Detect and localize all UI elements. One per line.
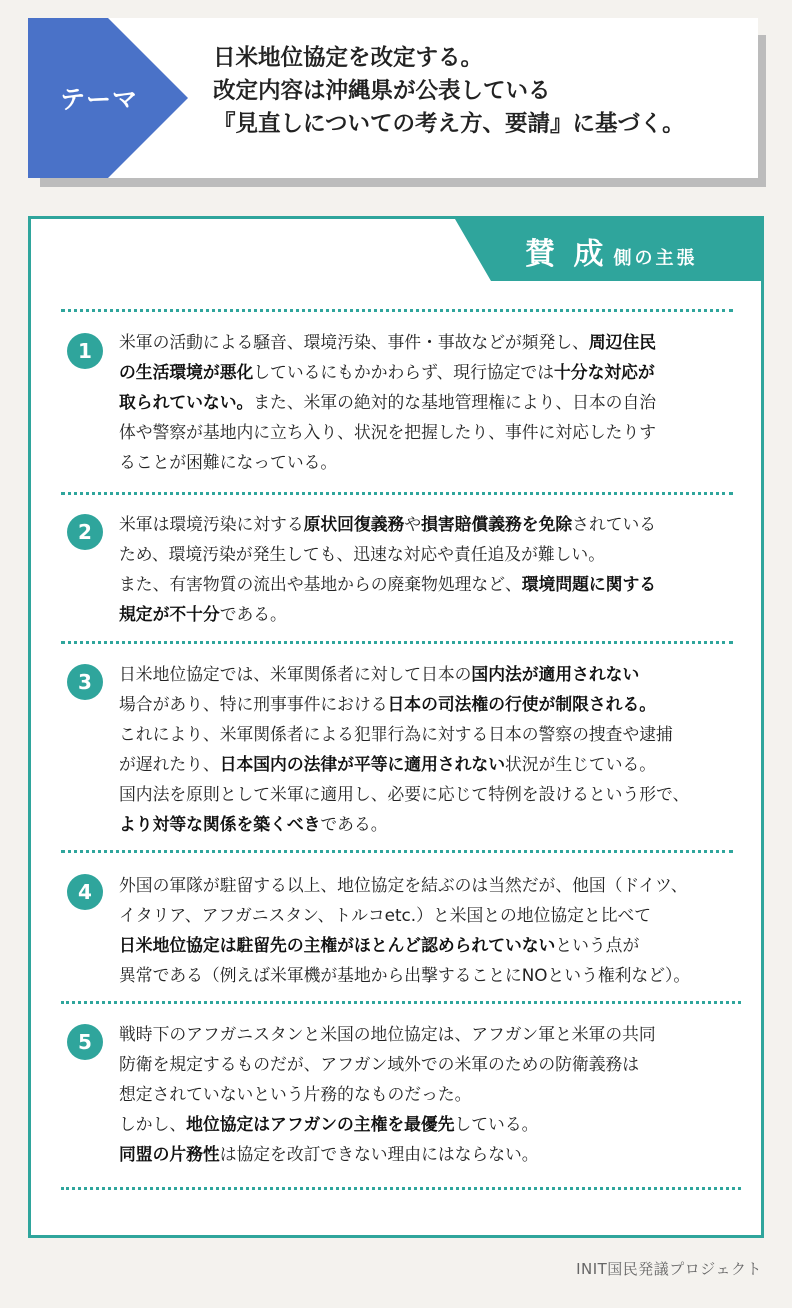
item-text-line [119,539,759,569]
text-segment: 米軍は環境汚染に対する [119,514,304,534]
theme-statement [213,42,753,141]
item-text [119,327,759,477]
item-text-line [119,870,759,900]
dotted-divider [61,309,733,312]
text-segment: である。 [219,604,287,624]
emphasized-text: 取られていない。 [119,392,254,412]
emphasized-text: 原状回復義務 [303,514,405,534]
emphasized-text: の生活環境が悪化 [119,362,254,382]
dotted-divider [61,641,733,644]
emphasized-text: 日本の司法権の行使が制限される。 [387,694,657,714]
text-segment: また、米軍の絶対的な基地管理権により、日本の自治 [253,392,657,412]
emphasized-text: 日米地位協定は駐留先の主権がほとんど認められていない [119,935,556,955]
card-header [455,219,761,281]
item-text-line [119,599,759,629]
item-text-line [119,779,759,809]
text-segment: ることが困難になっている。 [119,452,338,472]
item-text-line [119,357,759,387]
text-segment: は協定を改訂できない理由にはならない。 [219,1144,539,1164]
item-text-line [119,930,759,960]
emphasized-text: 日本国内の法律が平等に適用されない [219,754,505,774]
item-text [119,1019,759,1169]
text-segment: イタリア、アフガニスタン、トルコetc.）と米国との地位協定と比べて [119,905,652,925]
text-segment: 状況が生じている。 [505,754,657,774]
theme-line: 『見直しについての考え方、要請』に基づく。 [213,111,685,137]
text-segment: 防衛を規定するものだが、アフガン域外での米軍のための防衛義務は [119,1054,640,1074]
theme-line: 改定内容は沖縄県が公表している [213,78,551,104]
item-text-line [119,327,759,357]
emphasized-text: 同盟の片務性 [119,1144,220,1164]
text-segment: 体や警察が基地内に立ち入り、状況を把握したり、事件に対応したりす [119,422,657,442]
item-text-line [119,719,759,749]
item-number-badge: 3 [67,664,103,700]
emphasized-text: 周辺住民 [588,332,657,352]
dotted-divider [61,850,733,853]
emphasized-text: 国内法が適用されない [471,664,640,684]
card-title: 賛 成 [525,237,608,272]
text-segment: ため、環境汚染が発生しても、迅速な対応や責任追及が難しい。 [119,544,605,564]
card-title-suffix: 側の主張 [613,248,698,269]
text-segment: されている [572,514,657,534]
emphasized-text: より対等な関係を築くべき [119,814,321,834]
text-segment: 米軍の活動による騒音、環境汚染、事件・事故などが頻発し、 [119,332,589,352]
emphasized-text: 地位協定はアフガンの主権を最優先 [186,1114,455,1134]
item-text-line [119,387,759,417]
credit-text: INIT国民発議プロジェクト [576,1260,762,1278]
text-segment: という点が [555,935,640,955]
item-text-line [119,417,759,447]
text-segment: 異常である（例えば米軍機が基地から出撃することにNOという権利など）。 [119,965,691,985]
emphasized-text: 十分な対応が [554,362,655,382]
theme-line: 日米地位協定を改定する。 [213,45,484,71]
item-text-line [119,960,759,990]
dotted-divider [61,1187,741,1190]
emphasized-text: 損害賠償義務を免除 [421,514,573,534]
item-text-line [119,1079,759,1109]
text-segment: これにより、米軍関係者による犯罪行為に対する日本の警察の捜査や逮捕 [119,724,673,744]
text-segment: 日米地位協定では、米軍関係者に対して日本の [119,664,472,684]
text-segment: や [404,514,422,534]
item-text-line [119,900,759,930]
text-segment: が遅れたり、 [119,754,220,774]
item-number-badge: 2 [67,514,103,550]
text-segment: 国内法を原則として米軍に適用し、必要に応じて特例を設けるという形で、 [119,784,690,804]
text-segment: である。 [320,814,388,834]
text-segment: 戦時下のアフガニスタンと米国の地位協定は、アフガン軍と米軍の共同 [119,1024,656,1044]
item-number-badge: 4 [67,874,103,910]
dotted-divider [61,492,733,495]
item-text-line [119,689,759,719]
argument-card [28,216,764,1238]
text-segment: している。 [454,1114,539,1134]
text-segment: また、有害物質の流出や基地からの廃棄物処理など、 [119,574,522,594]
item-text [119,870,759,990]
item-text [119,659,759,839]
item-number-badge: 1 [67,333,103,369]
dotted-divider [61,1001,741,1004]
item-text-line [119,749,759,779]
item-number-badge: 5 [67,1024,103,1060]
item-text-line [119,1109,759,1139]
item-text-line [119,1049,759,1079]
theme-tag-label: テーマ [59,85,138,114]
item-text-line [119,1139,759,1169]
item-text-line [119,569,759,599]
item-text [119,509,759,629]
text-segment: しているにもかかわらず、現行協定では [253,362,554,382]
item-text-line [119,1019,759,1049]
text-segment: 場合があり、特に刑事事件における [119,694,388,714]
emphasized-text: 規定が不十分 [119,604,220,624]
theme-tag [28,18,188,178]
text-segment: 想定されていないという片務的なものだった。 [119,1084,472,1104]
text-segment: しかし、 [119,1114,187,1134]
item-text-line [119,659,759,689]
emphasized-text: 環境問題に関する [521,574,657,594]
text-segment: 外国の軍隊が駐留する以上、地位協定を結ぶのは当然だが、他国（ドイツ、 [119,875,688,895]
item-text-line [119,509,759,539]
item-text-line [119,447,759,477]
item-text-line [119,809,759,839]
